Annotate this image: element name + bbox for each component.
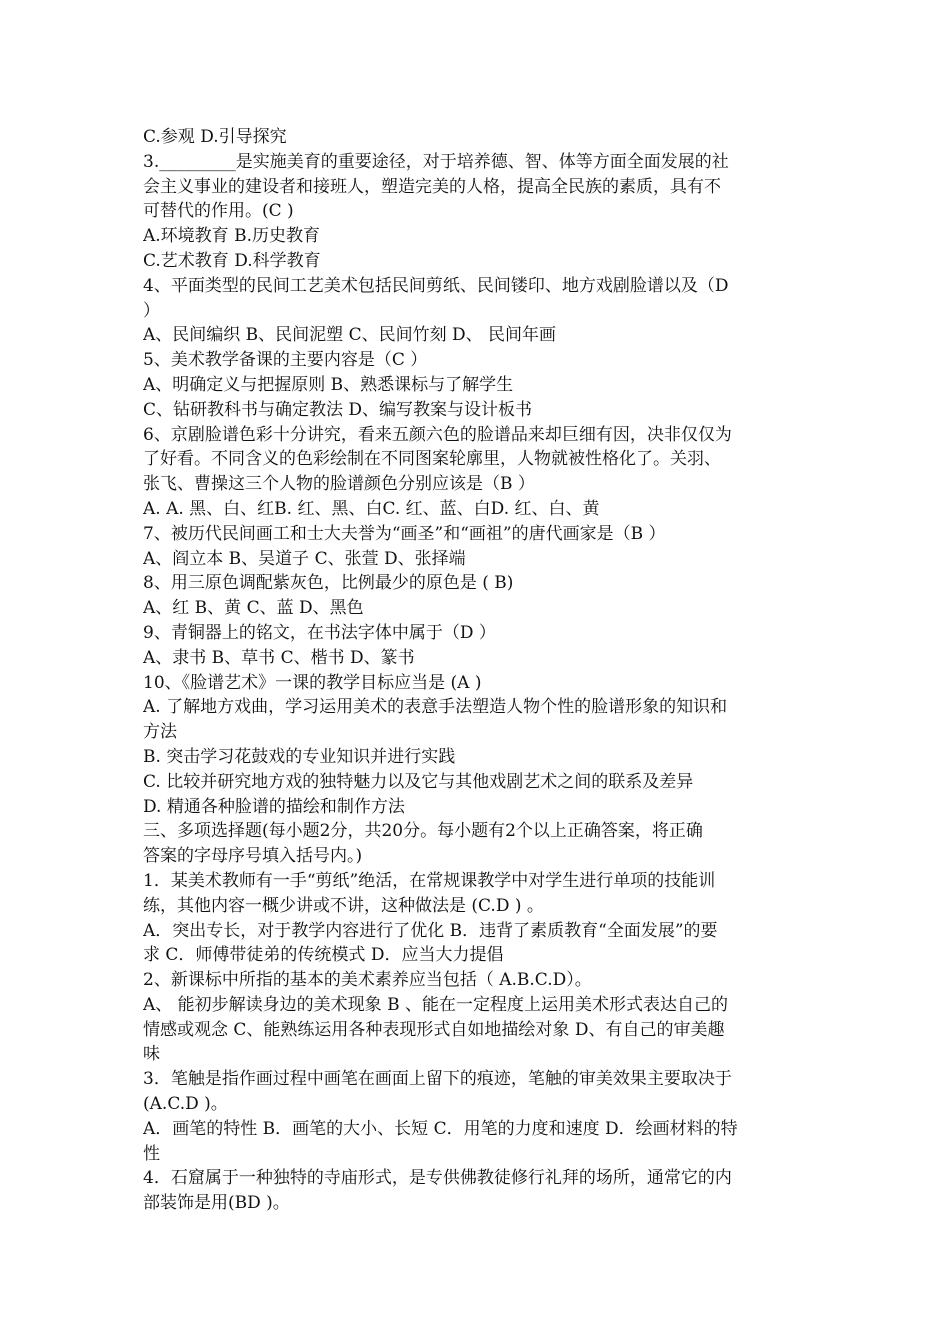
text-line: 情感或观念 C、能熟练运用各种表现形式自如地描绘对象 D、有自己的审美趣 — [143, 1019, 725, 1040]
text-line: A. A. 黑、白、红B. 红、黑、白C. 红、蓝、白D. 红、白、黄 — [143, 498, 600, 519]
document-body — [143, 125, 813, 1216]
text-line: 6、京剧脸谱色彩十分讲究，看来五颜六色的脸谱品来却巨细有因，决非仅仅为 — [143, 424, 732, 445]
text-line: 张飞、曹操这三个人物的脸谱颜色分别应该是（B ） — [143, 474, 535, 495]
text-line: A、民间编织 B、民间泥塑 C、民间竹刻 D、 民间年画 — [143, 325, 557, 346]
text-line: A．突出专长，对于教学内容进行了优化 B．违背了素质教育“全面发展”的要 — [143, 920, 718, 941]
text-line: B. 突击学习花鼓戏的专业知识并进行实践 — [143, 746, 456, 767]
text-line: 4．石窟属于一种独特的寺庙形式，是专供佛教徒修行礼拜的场所，通常它的内 — [143, 1168, 732, 1189]
text-line: 9、青铜器上的铭文，在书法字体中属于（D ） — [143, 622, 496, 643]
text-line: 部装饰是用(BD )。 — [143, 1193, 290, 1214]
text-line: 会主义事业的建设者和接班人，塑造完美的人格，提高全民族的素质，具有不 — [143, 176, 721, 197]
text-line: ） — [143, 300, 160, 321]
text-line: A、阎立本 B、吴道子 C、张萱 D、张择端 — [143, 548, 466, 569]
text-line: 1．某美术教师有一手“剪纸”绝活，在常规课教学中对学生进行单项的技能训 — [143, 870, 716, 891]
text-line: A、明确定义与把握原则 B、熟悉课标与了解学生 — [143, 374, 514, 395]
text-line: 8、用三原色调配紫灰色，比例最少的原色是 ( B) — [143, 573, 514, 594]
text-line: 3._________是实施美育的重要途径，对于培养德、智、体等方面全面发展的社 — [143, 151, 729, 172]
text-line: 可替代的作用。(C ) — [143, 201, 294, 222]
text-line: (A.C.D )。 — [143, 1094, 228, 1115]
text-line: 5、美术教学备课的主要内容是（C ） — [143, 350, 428, 371]
text-line: 三、多项选择题(每小题2分，共20分。每小题有2个以上正确答案，将正确 — [143, 821, 703, 842]
text-line: A、 能初步解读身边的美术现象 B 、能在一定程度上运用美术形式表达自己的 — [143, 994, 728, 1015]
text-line: D. 精通各种脸谱的描绘和制作方法 — [143, 796, 405, 817]
text-line: A．画笔的特性 B．画笔的大小、长短 C．用笔的力度和速度 D．绘画材料的特 — [143, 1118, 738, 1139]
text-line: A. 了解地方戏曲，学习运用美术的表意手法塑造人物个性的脸谱形象的知识和 — [143, 697, 728, 718]
text-line: A、隶书 B、草书 C、楷书 D、篆书 — [143, 647, 415, 668]
text-line: 3．笔触是指作画过程中画笔在画面上留下的痕迹，笔触的审美效果主要取决于 — [143, 1069, 732, 1090]
text-line: 方法 — [143, 722, 177, 743]
text-line: 7、被历代民间画工和士大夫誉为“画圣”和“画祖”的唐代画家是（B ） — [143, 523, 666, 544]
text-line: C. 比较并研究地方戏的独特魅力以及它与其他戏剧艺术之间的联系及差异 — [143, 771, 694, 792]
text-line: A.环境教育 B.历史教育 — [143, 226, 320, 247]
text-line: 4、平面类型的民间工艺美术包括民间剪纸、民间镂印、地方戏剧脸谱以及（D — [143, 275, 729, 296]
text-line: 2、新课标中所指的基本的美术素养应当包括（ A.B.C.D）。 — [143, 970, 592, 991]
text-line: C、钻研教科书与确定教法 D、编写教案与设计板书 — [143, 399, 533, 420]
text-line: C.参观 D.引导探究 — [143, 127, 287, 147]
text-line: 练，其他内容一概少讲或不讲，这种做法是 (C.D ) 。 — [143, 895, 544, 916]
text-line: 了好看。不同含义的色彩绘制在不同图案轮廓里，人物就被性格化了。关羽、 — [143, 449, 721, 470]
text-line: 求 C．师傅带徒弟的传统模式 D．应当大力提倡 — [143, 945, 504, 966]
text-line: 10、《脸谱艺术》一课的教学目标应当是 (A ) — [143, 672, 482, 693]
text-line: 性 — [143, 1143, 160, 1164]
text-line: A、红 B、黄 C、蓝 D、黑色 — [143, 598, 364, 619]
text-line: 味 — [143, 1044, 160, 1065]
text-line: 答案的字母序号填入括号内。) — [143, 846, 363, 867]
text-line: C.艺术教育 D.科学教育 — [143, 250, 321, 271]
